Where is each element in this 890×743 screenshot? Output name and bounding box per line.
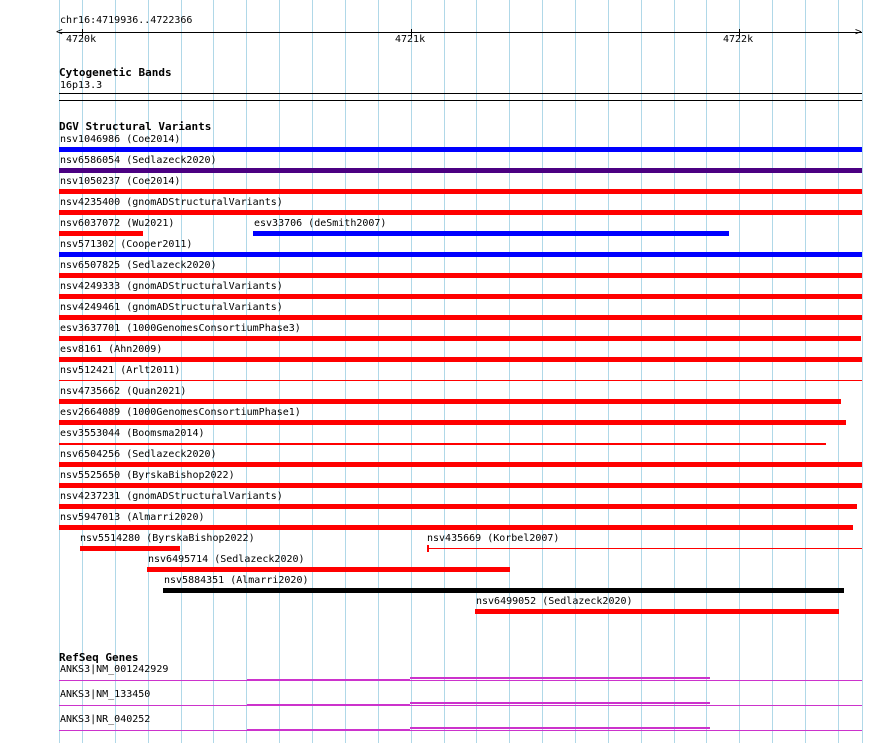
- region-label: chr16:4719936..4722366: [60, 15, 193, 26]
- transcript-label: ANKS3|NR_040252: [60, 714, 151, 725]
- dgv-feature-label: nsv6037072 (Wu2021): [60, 218, 175, 229]
- grid-line: [279, 0, 280, 743]
- grid-line: [444, 0, 445, 743]
- transcript-intron-line: [59, 730, 862, 731]
- ruler-tick-label: 4720k: [66, 34, 97, 45]
- dgv-feature-label: esv33706 (deSmith2007): [254, 218, 387, 229]
- transcript-intron-line: [59, 705, 862, 706]
- dgv-feature-label: nsv1050237 (Coe2014): [60, 176, 181, 187]
- dgv-feature-bar: [59, 462, 862, 467]
- dgv-feature-label: nsv4249461 (gnomADStructuralVariants): [60, 302, 283, 313]
- dgv-feature-label: nsv6495714 (Sedlazeck2020): [148, 554, 305, 565]
- transcript-exon: [247, 679, 410, 681]
- transcript-exon: [410, 677, 710, 679]
- ruler-left-arrow: <: [56, 25, 63, 38]
- grid-line: [838, 0, 839, 743]
- dgv-feature-bar: [59, 483, 862, 488]
- transcript-track: [59, 677, 862, 683]
- grid-line: [674, 0, 675, 743]
- dgv-feature-bar: [59, 399, 841, 404]
- dgv-feature-label: nsv5947013 (Almarri2020): [60, 512, 205, 523]
- dgv-feature-bar: [253, 231, 729, 236]
- dgv-feature-label: nsv5884351 (Almarri2020): [164, 575, 309, 586]
- ruler-line: [59, 32, 862, 33]
- dgv-feature-label: esv2664089 (1000GenomesConsortiumPhase1): [60, 407, 301, 418]
- dgv-feature-label: nsv6499052 (Sedlazeck2020): [476, 596, 633, 607]
- grid-line: [739, 0, 740, 743]
- dgv-feature-bar: [59, 420, 846, 425]
- transcript-label: ANKS3|NM_001242929: [60, 664, 169, 675]
- dgv-feature-label: nsv6507825 (Sedlazeck2020): [60, 260, 217, 271]
- dgv-feature-bar: [59, 357, 862, 362]
- dgv-feature-bar: [59, 336, 861, 341]
- grid-line: [805, 0, 806, 743]
- refseq-track-title[interactable]: RefSeq Genes: [59, 651, 139, 664]
- dgv-feature-bar: [147, 567, 510, 572]
- dgv-feature-bar: [59, 210, 862, 215]
- dgv-feature-bar: [59, 315, 862, 320]
- grid-line: [378, 0, 379, 743]
- transcript-exon: [410, 702, 710, 704]
- dgv-feature-bar: [59, 443, 826, 445]
- dgv-feature-label: nsv512421 (Arlt2011): [60, 365, 181, 376]
- grid-line: [181, 0, 182, 743]
- grid-line: [542, 0, 543, 743]
- dgv-feature-bar: [427, 548, 862, 549]
- ruler-right-arrow: >: [855, 25, 862, 38]
- dgv-feature-label: nsv5525650 (ByrskaBishop2022): [60, 470, 235, 481]
- dgv-track-title[interactable]: DGV Structural Variants: [59, 120, 212, 133]
- dgv-feature-start-tick: [427, 545, 429, 552]
- dgv-feature-bar: [475, 609, 839, 614]
- grid-line: [411, 0, 412, 743]
- dgv-feature-bar: [59, 147, 862, 152]
- dgv-feature-bar: [59, 231, 143, 236]
- ruler-tick-label: 4721k: [395, 34, 426, 45]
- grid-line: [246, 0, 247, 743]
- transcript-intron-line: [59, 680, 862, 681]
- dgv-feature-label: nsv435669 (Korbel2007): [427, 533, 560, 544]
- grid-line: [345, 0, 346, 743]
- transcript-exon: [247, 729, 410, 731]
- grid-line: [608, 0, 609, 743]
- dgv-feature-bar: [59, 525, 853, 530]
- grid-line: [509, 0, 510, 743]
- grid-line: [575, 0, 576, 743]
- dgv-feature-bar: [59, 168, 862, 173]
- dgv-feature-label: nsv6504256 (Sedlazeck2020): [60, 449, 217, 460]
- transcript-exon: [410, 727, 710, 729]
- dgv-feature-label: esv8161 (Ahn2009): [60, 344, 163, 355]
- transcript-track: [59, 702, 862, 708]
- grid-line: [213, 0, 214, 743]
- dgv-feature-label: nsv4735662 (Quan2021): [60, 386, 187, 397]
- dgv-feature-label: nsv5514280 (ByrskaBishop2022): [80, 533, 255, 544]
- grid-line: [862, 0, 863, 743]
- dgv-feature-label: nsv6586054 (Sedlazeck2020): [60, 155, 217, 166]
- dgv-feature-bar: [59, 273, 862, 278]
- dgv-feature-bar: [59, 380, 862, 381]
- dgv-feature-bar: [59, 252, 862, 257]
- dgv-feature-bar: [59, 504, 857, 509]
- grid-line: [706, 0, 707, 743]
- cytoband-bar-top: [59, 93, 862, 94]
- dgv-feature-label: nsv4235400 (gnomADStructuralVariants): [60, 197, 283, 208]
- dgv-feature-bar: [163, 588, 844, 593]
- cytoband-track-title[interactable]: Cytogenetic Bands: [59, 66, 172, 79]
- cytoband-bar-bottom: [59, 100, 862, 101]
- ruler-tick-label: 4722k: [723, 34, 754, 45]
- transcript-label: ANKS3|NM_133450: [60, 689, 151, 700]
- dgv-feature-label: nsv1046986 (Coe2014): [60, 134, 181, 145]
- dgv-feature-label: nsv571302 (Cooper2011): [60, 239, 193, 250]
- dgv-feature-label: esv3553044 (Boomsma2014): [60, 428, 205, 439]
- grid-line: [641, 0, 642, 743]
- dgv-feature-label: nsv4249333 (gnomADStructuralVariants): [60, 281, 283, 292]
- cytoband-label: 16p13.3: [60, 80, 103, 91]
- grid-line: [772, 0, 773, 743]
- dgv-feature-bar: [59, 294, 862, 299]
- dgv-feature-bar: [80, 546, 180, 551]
- grid-line: [476, 0, 477, 743]
- transcript-exon: [247, 704, 410, 706]
- dgv-feature-label: esv3637701 (1000GenomesConsortiumPhase3): [60, 323, 301, 334]
- grid-line: [312, 0, 313, 743]
- dgv-feature-bar: [59, 189, 862, 194]
- transcript-track: [59, 727, 862, 733]
- dgv-feature-label: nsv4237231 (gnomADStructuralVariants): [60, 491, 283, 502]
